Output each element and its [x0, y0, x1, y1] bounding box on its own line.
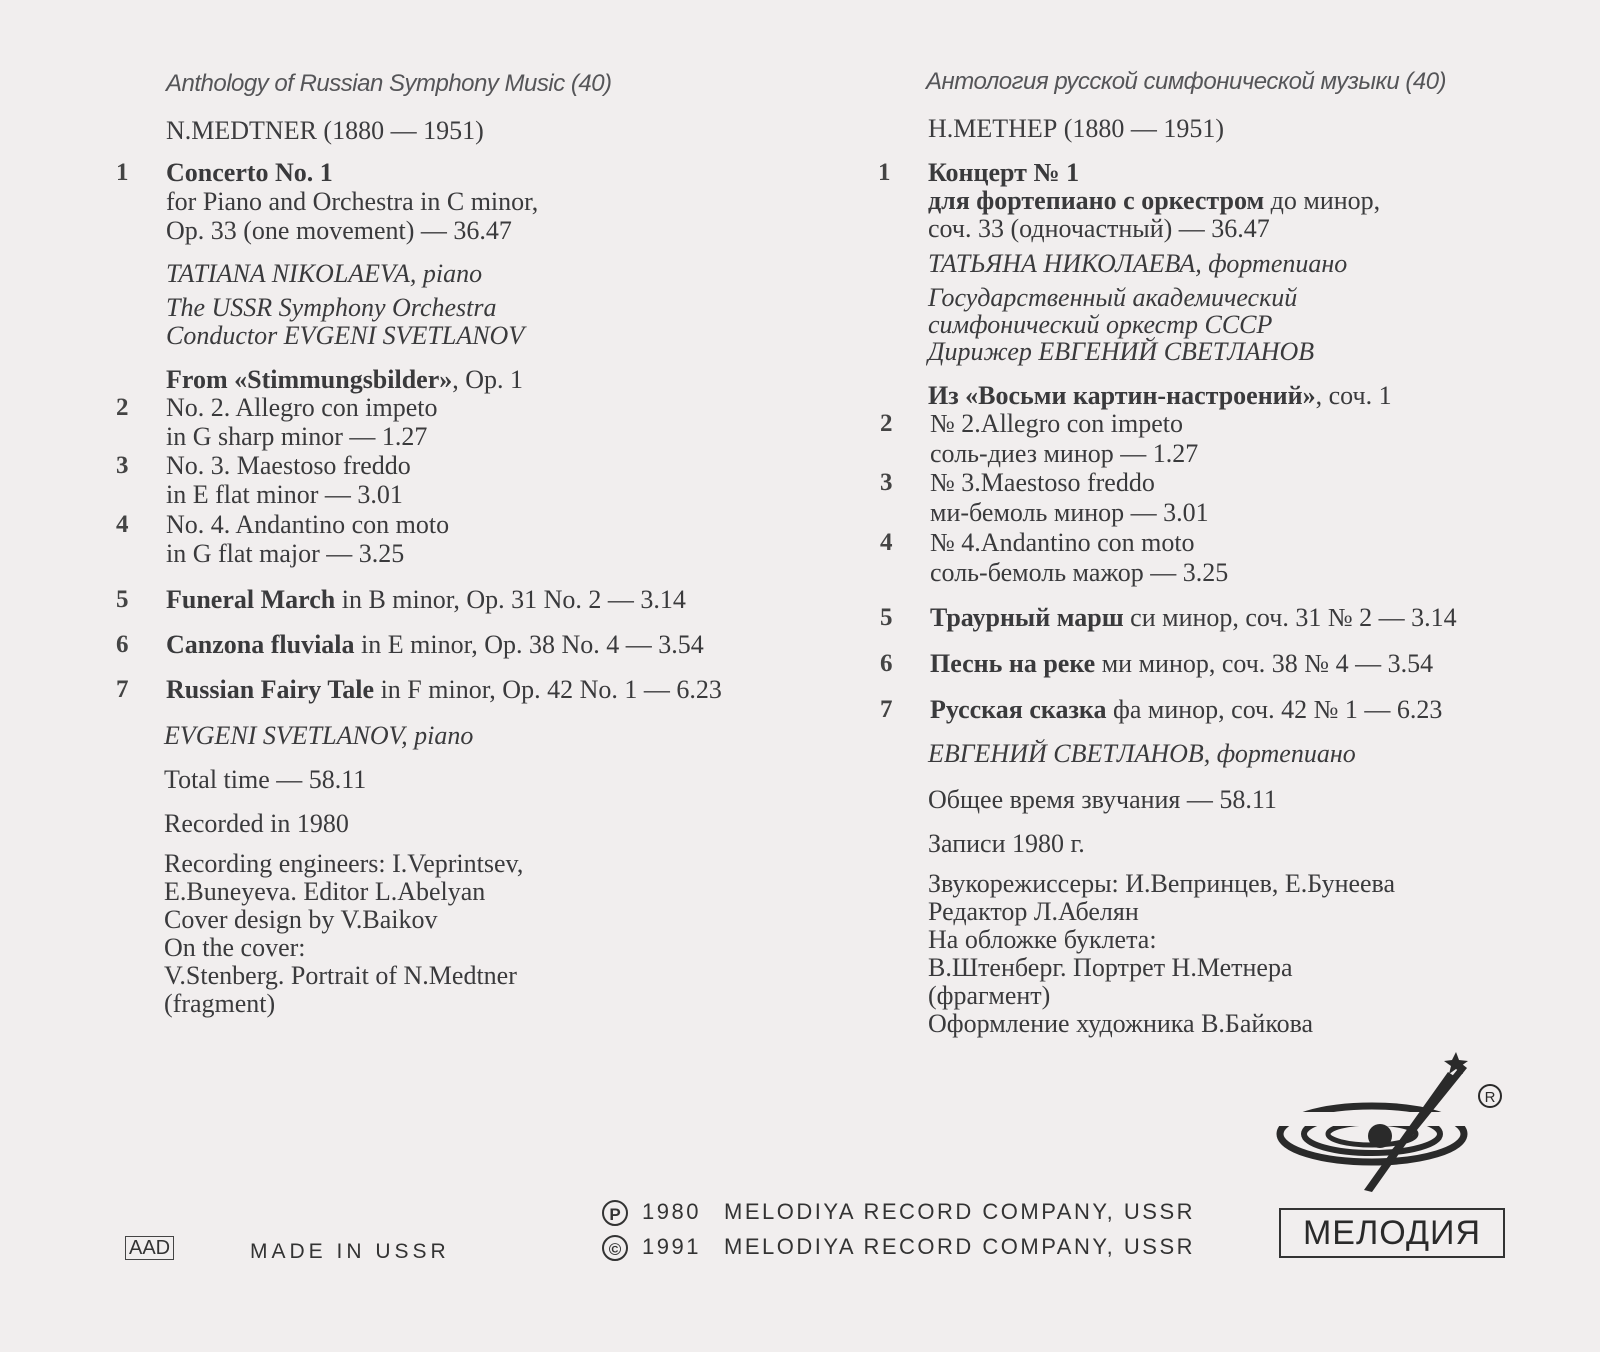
- orchestra-ru: симфонический оркестр СССР: [928, 310, 1273, 339]
- track-title: Песнь на реке ми минор, соч. 38 № 4 — 3.54: [930, 649, 1434, 678]
- track-number: 5: [880, 604, 893, 631]
- track-detail: in G sharp minor — 1.27: [166, 422, 428, 451]
- set-title-en: From «Stimmungsbilder», Op. 1: [166, 365, 524, 394]
- track-detail: ми-бемоль минор — 3.01: [930, 498, 1209, 527]
- series-title-en: Anthology of Russian Symphony Music (40): [166, 70, 612, 97]
- credit-line: На обложке буклета:: [928, 925, 1157, 954]
- series-title-ru: Антология русской симфонической музыки (40): [926, 68, 1447, 95]
- copyright-notice: © 1991 MELODIYA RECORD COMPANY, USSR: [602, 1234, 1195, 1261]
- total-time-en: Total time — 58.11: [164, 765, 367, 794]
- track-detail: in E flat minor — 3.01: [166, 480, 403, 509]
- composer-ru: Н.МЕТНЕР (1880 — 1951): [928, 114, 1225, 143]
- credit-line: В.Штенберг. Портрет Н.Метнера: [928, 953, 1293, 982]
- track-number: 3: [880, 469, 893, 496]
- track-number: 7: [880, 696, 893, 723]
- phonogram-icon: P: [602, 1200, 628, 1226]
- track-detail: соль-бемоль мажор — 3.25: [930, 558, 1229, 587]
- track-detail: Op. 33 (one movement) — 36.47: [166, 216, 512, 245]
- credit-line: Звукорежиссеры: И.Вепринцев, Е.Бунеева: [928, 869, 1396, 898]
- credit-line: V.Stenberg. Portrait of N.Medtner: [164, 961, 517, 990]
- track-detail: in G flat major — 3.25: [166, 539, 405, 568]
- credit-line: Редактор Л.Абелян: [928, 897, 1139, 926]
- track-title: No. 2. Allegro con impeto: [166, 393, 438, 422]
- recorded-en: Recorded in 1980: [164, 809, 349, 838]
- track-detail: for Piano and Orchestra in C minor,: [166, 187, 539, 216]
- track-number: 5: [116, 586, 129, 613]
- track-title: Russian Fairy Tale in F minor, Op. 42 No. 1 — 6.23: [166, 675, 722, 704]
- track-title: № 2.Allegro con impeto: [930, 409, 1183, 438]
- made-in-ussr: MADE IN USSR: [250, 1240, 450, 1263]
- track-detail: соч. 33 (одночастный) — 36.47: [928, 214, 1270, 243]
- recorded-ru: Записи 1980 г.: [928, 829, 1085, 858]
- track-number: 1: [116, 159, 129, 186]
- track-title: Русская сказка фа минор, соч. 42 № 1 — 6.23: [930, 695, 1443, 724]
- track-number: 2: [116, 394, 129, 421]
- track-detail: соль-диез минор — 1.27: [930, 439, 1199, 468]
- composer-en: N.MEDTNER (1880 — 1951): [166, 116, 484, 145]
- credit-line: Оформление художника В.Байкова: [928, 1009, 1314, 1038]
- soloist-ru: ТАТЬЯНА НИКОЛАЕВА, фортепиано: [928, 249, 1348, 278]
- orchestra-en: The USSR Symphony Orchestra: [166, 293, 497, 322]
- credit-line: Cover design by V.Baikov: [164, 905, 438, 934]
- track-number: 6: [116, 631, 129, 658]
- orchestra-ru: Государственный академический: [928, 283, 1298, 312]
- track-title: No. 3. Maestoso freddo: [166, 451, 411, 480]
- track-number: 3: [116, 452, 129, 479]
- track-number: 1: [878, 159, 891, 186]
- credit-line: (фрагмент): [928, 981, 1051, 1010]
- track-title: Canzona fluviala in E minor, Op. 38 No. 4 — 3.54: [166, 630, 704, 659]
- performer-en: EVGENI SVETLANOV, piano: [164, 721, 474, 750]
- track-title: № 3.Maestoso freddo: [930, 468, 1155, 497]
- track-title: No. 4. Andantino con moto: [166, 510, 450, 539]
- credit-line: E.Buneyeva. Editor L.Abelyan: [164, 877, 486, 906]
- track-title: Concerto No. 1: [166, 158, 333, 187]
- track-detail: для фортепиано с оркестром до минор,: [928, 186, 1381, 215]
- conductor-en: Conductor EVGENI SVETLANOV: [166, 321, 525, 350]
- credit-line: Recording engineers: I.Veprintsev,: [164, 849, 524, 878]
- melodiya-logo-icon: [1272, 1052, 1512, 1202]
- credit-line: On the cover:: [164, 933, 306, 962]
- track-number: 6: [880, 650, 893, 677]
- track-title: № 4.Andantino con moto: [930, 528, 1195, 557]
- total-time-ru: Общее время звучания — 58.11: [928, 785, 1277, 814]
- registered-mark: R: [1484, 1089, 1496, 1106]
- performer-ru: ЕВГЕНИЙ СВЕТЛАНОВ, фортепиано: [928, 739, 1356, 768]
- phonogram-notice: P 1980 MELODIYA RECORD COMPANY, USSR: [602, 1199, 1195, 1226]
- credit-line: (fragment): [164, 989, 276, 1018]
- track-number: 2: [880, 410, 893, 437]
- conductor-ru: Дирижер ЕВГЕНИЙ СВЕТЛАНОВ: [928, 337, 1315, 366]
- track-number: 4: [116, 511, 129, 538]
- soloist-en: TATIANA NIKOLAEVA, piano: [166, 259, 483, 288]
- track-title: Funeral March in B minor, Op. 31 No. 2 — 3.14: [166, 585, 686, 614]
- copyright-icon: ©: [602, 1235, 628, 1261]
- melodiya-label: МЕЛОДИЯ: [1279, 1208, 1505, 1258]
- track-number: 7: [116, 676, 129, 703]
- track-title: Концерт № 1: [928, 158, 1080, 187]
- track-title: Траурный марш си минор, соч. 31 № 2 — 3.14: [930, 603, 1457, 632]
- set-title-ru: Из «Восьми картин-настроений», соч. 1: [928, 381, 1392, 410]
- aad-badge: AAD: [125, 1236, 174, 1260]
- track-number: 4: [880, 529, 893, 556]
